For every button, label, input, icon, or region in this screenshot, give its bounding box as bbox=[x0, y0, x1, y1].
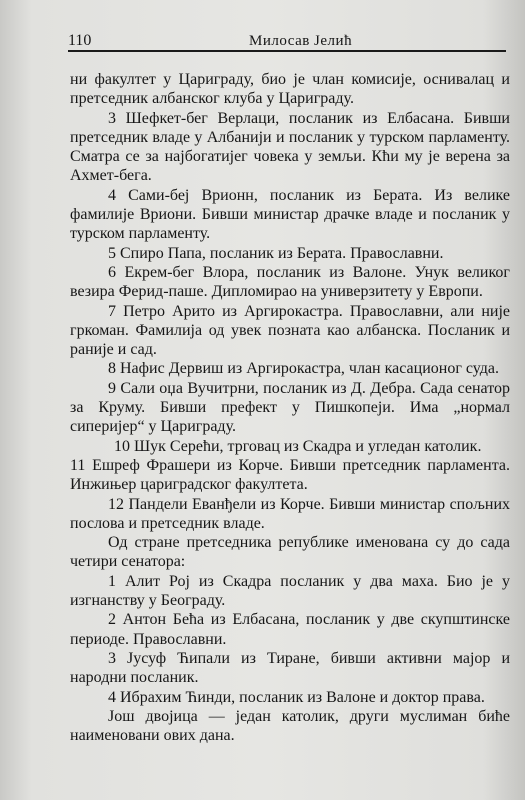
paragraph: 9 Сали оџа Вучитрни, посланик из Д. Дебра. Сада сенатор за Круму. Бивши префект у Пишкопеји. Има „нормал сиперијер“ у Цариграду. bbox=[70, 379, 510, 436]
paragraph: 1 Алит Рој из Скадра посланик у два маха. Био је у изгнанству у Београду. bbox=[70, 572, 510, 610]
paragraph: 7 Петро Арито из Аргирокастра. Православни, али није гркоман. Фамилија од увек позната као албанска. Посланик и раније и сад. bbox=[70, 302, 510, 359]
paragraph: 5 Спиро Папа, посланик из Берата. Православни. bbox=[108, 244, 444, 262]
paragraph: 2 Антон Бећа из Елбасана, посланик у две скупштинске периоде. Православни. bbox=[70, 611, 510, 648]
body-text bbox=[70, 70, 510, 745]
paragraph: 6 Екрем-бег Влора, посланик из Валоне. Унук великог везира Ферид-паше. Дипломирао на универзитету у Европи. bbox=[70, 263, 510, 301]
page-header bbox=[68, 30, 506, 52]
paragraph: Још двојица — један католик, други муслиман биће наименовани ових дана. bbox=[70, 707, 510, 745]
paragraph: 12 Пандели Еванђели из Корче. Бивши министар спољних послова и претседник владе. bbox=[70, 495, 510, 532]
paragraph: 4 Ибрахим Ћинди, посланик из Валоне и доктор права. bbox=[108, 688, 485, 706]
paragraph: ни факултет у Цариграду, био је члан комисије, оснивалац и претседник албанског клуба у Цариграду. bbox=[70, 71, 510, 108]
page-number: 110 bbox=[68, 32, 92, 49]
paragraph: 3 Шефкет-бег Верлаци, посланик из Елбасана. Бивши претседник владе у Албанији и посланик у турском парламенту. Сматра се за најбогатијег човека у земљи. Кћи му је верена за Ахмет-бега. bbox=[70, 109, 510, 185]
paragraph: 8 Нафис Дервиш из Аргирокастра, члан касационог суда. bbox=[108, 360, 500, 378]
running-head: Милосав Јелић bbox=[249, 33, 353, 49]
paragraph: 3 Јусуф Ћипали из Тиране, бивши активни мајор и народни посланик. bbox=[70, 649, 510, 687]
paragraph: Од стране претседника републике именована су до сада четири сенатора: bbox=[70, 534, 510, 571]
paragraph: 11 Ешреф Фрашери из Корче. Бивши претседник парламента. Инжињер цариградског факултета. bbox=[70, 456, 510, 494]
paragraph: 10 Шук Серећи, трговац из Скадра и угледан католик. bbox=[114, 437, 482, 455]
paragraph: 4 Сами-беј Врионн, посланик из Берата. Из велике фамилије Вриони. Бивши министар драчке владе и посланик у турском парламенту. bbox=[70, 186, 510, 243]
header-rule bbox=[68, 50, 506, 52]
